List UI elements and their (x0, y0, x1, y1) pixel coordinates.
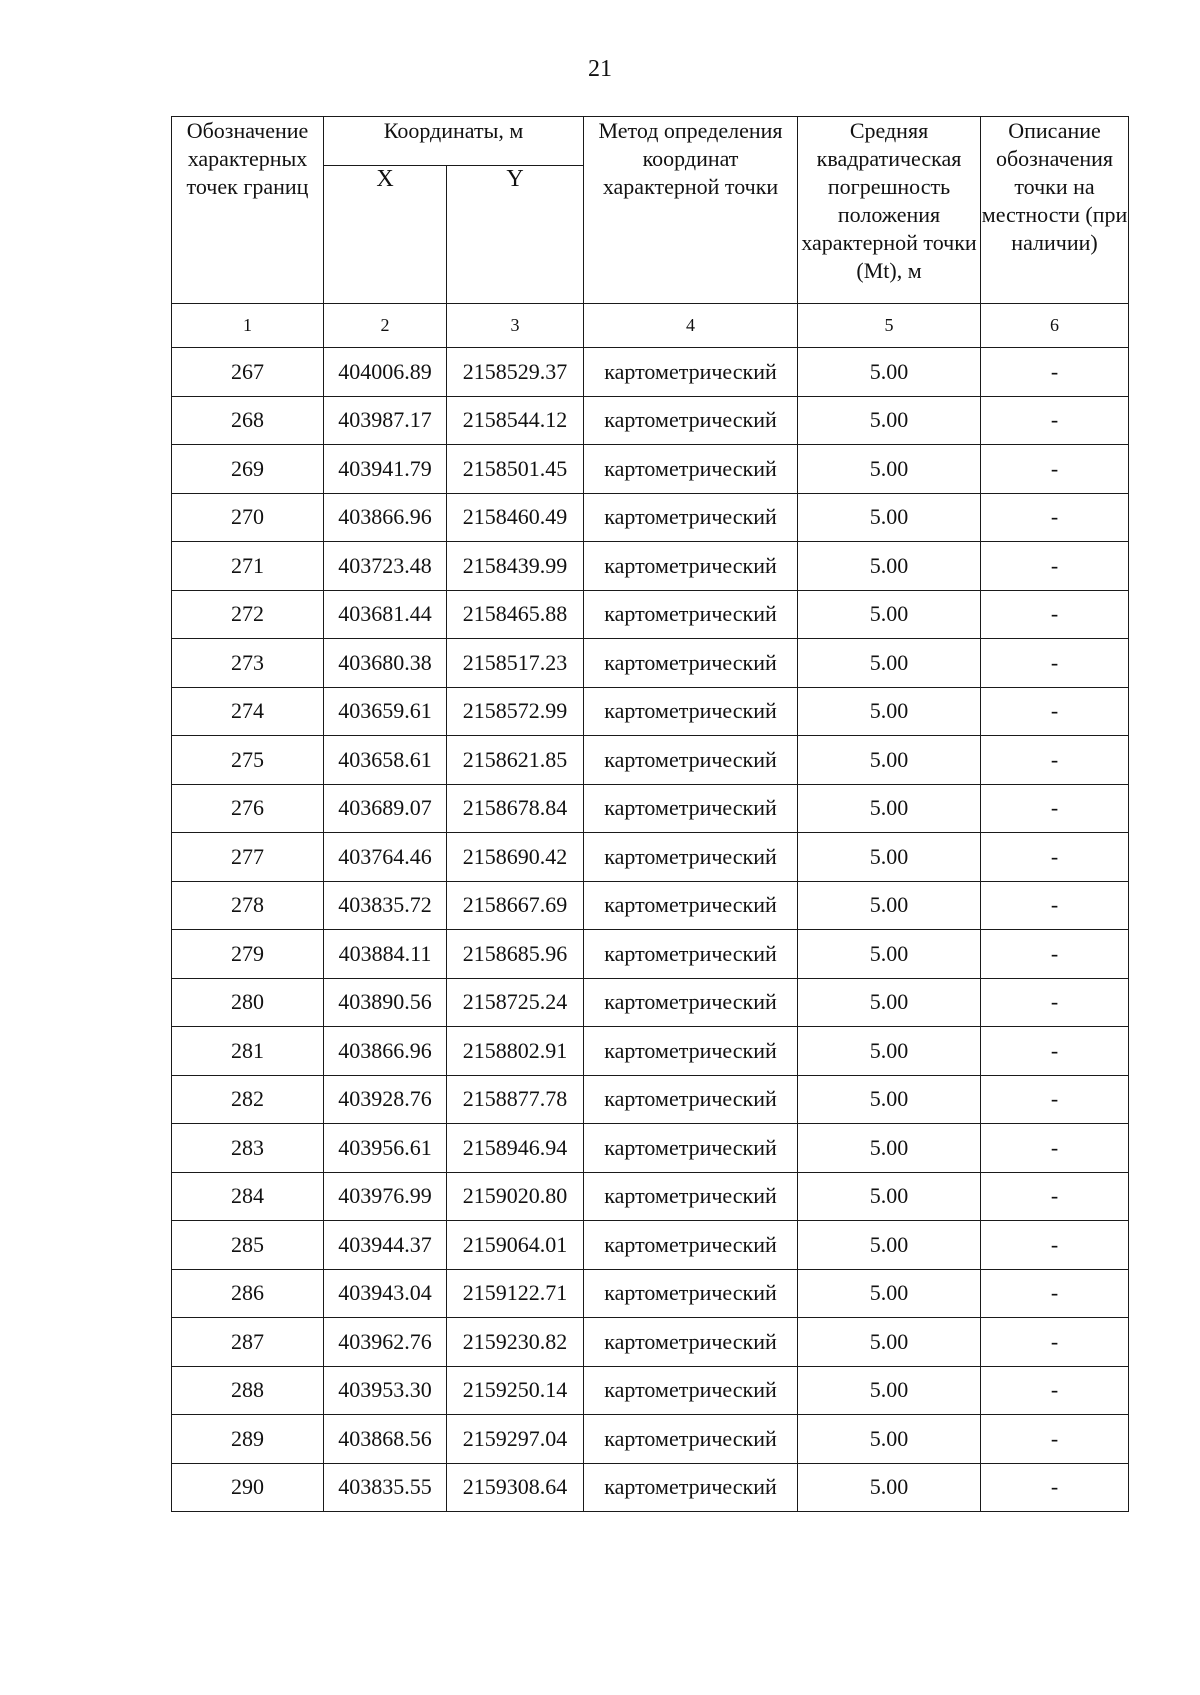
description-cell: - (981, 784, 1129, 833)
method-cell: картометрический (584, 493, 798, 542)
header-y: Y (447, 166, 584, 304)
x-coordinate-cell: 403941.79 (324, 445, 447, 494)
column-number: 3 (447, 304, 584, 348)
table-row (172, 396, 1129, 445)
error-cell: 5.00 (798, 396, 981, 445)
table-row (172, 590, 1129, 639)
description-cell: - (981, 1318, 1129, 1367)
x-coordinate-cell: 403976.99 (324, 1172, 447, 1221)
y-coordinate-cell: 2158725.24 (447, 978, 584, 1027)
table-row (172, 1318, 1129, 1367)
point-number-cell: 276 (172, 784, 324, 833)
x-coordinate-cell: 403943.04 (324, 1269, 447, 1318)
method-cell: картометрический (584, 1269, 798, 1318)
x-coordinate-cell: 403953.30 (324, 1366, 447, 1415)
table-row (172, 1221, 1129, 1270)
x-coordinate-cell: 403835.55 (324, 1463, 447, 1512)
error-cell: 5.00 (798, 881, 981, 930)
method-cell: картометрический (584, 590, 798, 639)
y-coordinate-cell: 2158621.85 (447, 736, 584, 785)
method-cell: картометрический (584, 1318, 798, 1367)
method-cell: картометрический (584, 881, 798, 930)
description-cell: - (981, 1027, 1129, 1076)
page-number: 21 (588, 56, 612, 82)
description-cell: - (981, 930, 1129, 979)
method-cell: картометрический (584, 396, 798, 445)
point-number-cell: 274 (172, 687, 324, 736)
description-cell: - (981, 736, 1129, 785)
x-coordinate-cell: 403835.72 (324, 881, 447, 930)
error-cell: 5.00 (798, 590, 981, 639)
method-cell: картометрический (584, 445, 798, 494)
method-cell: картометрический (584, 542, 798, 591)
point-number-cell: 272 (172, 590, 324, 639)
table-row (172, 1269, 1129, 1318)
column-number: 2 (324, 304, 447, 348)
method-cell: картометрический (584, 687, 798, 736)
column-number: 4 (584, 304, 798, 348)
description-cell: - (981, 396, 1129, 445)
y-coordinate-cell: 2159250.14 (447, 1366, 584, 1415)
point-number-cell: 270 (172, 493, 324, 542)
description-cell: - (981, 1124, 1129, 1173)
header-description: Описание обозначения точки на местности (при наличии) (981, 117, 1129, 304)
y-coordinate-cell: 2159297.04 (447, 1415, 584, 1464)
x-coordinate-cell: 403928.76 (324, 1075, 447, 1124)
table-row (172, 1463, 1129, 1512)
point-number-cell: 283 (172, 1124, 324, 1173)
table-row (172, 687, 1129, 736)
table-row (172, 833, 1129, 882)
x-coordinate-cell: 403723.48 (324, 542, 447, 591)
error-cell: 5.00 (798, 978, 981, 1027)
error-cell: 5.00 (798, 833, 981, 882)
method-cell: картометрический (584, 639, 798, 688)
x-coordinate-cell: 403764.46 (324, 833, 447, 882)
table-row (172, 542, 1129, 591)
error-cell: 5.00 (798, 639, 981, 688)
point-number-cell: 288 (172, 1366, 324, 1415)
header-coordinates: Координаты, м (324, 117, 584, 166)
error-cell: 5.00 (798, 1075, 981, 1124)
method-cell: картометрический (584, 1366, 798, 1415)
description-cell: - (981, 833, 1129, 882)
error-cell: 5.00 (798, 1415, 981, 1464)
description-cell: - (981, 687, 1129, 736)
table-row (172, 1415, 1129, 1464)
y-coordinate-cell: 2159020.80 (447, 1172, 584, 1221)
table-row (172, 445, 1129, 494)
y-coordinate-cell: 2158460.49 (447, 493, 584, 542)
method-cell: картометрический (584, 784, 798, 833)
x-coordinate-cell: 403944.37 (324, 1221, 447, 1270)
method-cell: картометрический (584, 1124, 798, 1173)
x-coordinate-cell: 403689.07 (324, 784, 447, 833)
point-number-cell: 273 (172, 639, 324, 688)
error-cell: 5.00 (798, 1366, 981, 1415)
table-row (172, 978, 1129, 1027)
x-coordinate-cell: 403956.61 (324, 1124, 447, 1173)
table-row (172, 1172, 1129, 1221)
method-cell: картометрический (584, 1027, 798, 1076)
point-number-cell: 267 (172, 348, 324, 397)
method-cell: картометрический (584, 978, 798, 1027)
x-coordinate-cell: 403681.44 (324, 590, 447, 639)
y-coordinate-cell: 2158667.69 (447, 881, 584, 930)
table-row (172, 1027, 1129, 1076)
point-number-cell: 277 (172, 833, 324, 882)
point-number-cell: 275 (172, 736, 324, 785)
column-number: 5 (798, 304, 981, 348)
description-cell: - (981, 1269, 1129, 1318)
table-row (172, 348, 1129, 397)
error-cell: 5.00 (798, 1124, 981, 1173)
point-number-cell: 285 (172, 1221, 324, 1270)
method-cell: картометрический (584, 1221, 798, 1270)
error-cell: 5.00 (798, 930, 981, 979)
coordinates-table (171, 116, 1129, 1512)
description-cell: - (981, 881, 1129, 930)
description-cell: - (981, 1075, 1129, 1124)
error-cell: 5.00 (798, 348, 981, 397)
table-row (172, 493, 1129, 542)
method-cell: картометрический (584, 348, 798, 397)
error-cell: 5.00 (798, 1269, 981, 1318)
y-coordinate-cell: 2158802.91 (447, 1027, 584, 1076)
description-cell: - (981, 1463, 1129, 1512)
y-coordinate-cell: 2158465.88 (447, 590, 584, 639)
description-cell: - (981, 348, 1129, 397)
header-x: X (324, 166, 447, 304)
method-cell: картометрический (584, 1463, 798, 1512)
error-cell: 5.00 (798, 1221, 981, 1270)
y-coordinate-cell: 2158517.23 (447, 639, 584, 688)
method-cell: картометрический (584, 930, 798, 979)
x-coordinate-cell: 403658.61 (324, 736, 447, 785)
column-number: 1 (172, 304, 324, 348)
point-number-cell: 281 (172, 1027, 324, 1076)
error-cell: 5.00 (798, 493, 981, 542)
method-cell: картометрический (584, 833, 798, 882)
table-row (172, 881, 1129, 930)
y-coordinate-cell: 2158877.78 (447, 1075, 584, 1124)
y-coordinate-cell: 2158544.12 (447, 396, 584, 445)
x-coordinate-cell: 403962.76 (324, 1318, 447, 1367)
table-row (172, 1124, 1129, 1173)
table-row (172, 639, 1129, 688)
description-cell: - (981, 590, 1129, 639)
point-number-cell: 279 (172, 930, 324, 979)
table-row (172, 1075, 1129, 1124)
point-number-cell: 287 (172, 1318, 324, 1367)
y-coordinate-cell: 2159230.82 (447, 1318, 584, 1367)
table-row (172, 784, 1129, 833)
column-numbers-row (172, 304, 1129, 348)
error-cell: 5.00 (798, 1463, 981, 1512)
point-number-cell: 289 (172, 1415, 324, 1464)
point-number-cell: 290 (172, 1463, 324, 1512)
method-cell: картометрический (584, 736, 798, 785)
header-error: Средняя квадратическая погрешность положения характерной точки (Mt), м (798, 117, 981, 304)
error-cell: 5.00 (798, 445, 981, 494)
error-cell: 5.00 (798, 736, 981, 785)
point-number-cell: 282 (172, 1075, 324, 1124)
error-cell: 5.00 (798, 1027, 981, 1076)
y-coordinate-cell: 2158501.45 (447, 445, 584, 494)
y-coordinate-cell: 2158439.99 (447, 542, 584, 591)
header-method: Метод определения координат характерной точки (584, 117, 798, 304)
x-coordinate-cell: 404006.89 (324, 348, 447, 397)
error-cell: 5.00 (798, 542, 981, 591)
description-cell: - (981, 1415, 1129, 1464)
description-cell: - (981, 1221, 1129, 1270)
y-coordinate-cell: 2158572.99 (447, 687, 584, 736)
error-cell: 5.00 (798, 784, 981, 833)
description-cell: - (981, 1172, 1129, 1221)
description-cell: - (981, 445, 1129, 494)
table-row (172, 930, 1129, 979)
x-coordinate-cell: 403680.38 (324, 639, 447, 688)
y-coordinate-cell: 2158529.37 (447, 348, 584, 397)
description-cell: - (981, 542, 1129, 591)
method-cell: картометрический (584, 1075, 798, 1124)
x-coordinate-cell: 403868.56 (324, 1415, 447, 1464)
table-row (172, 1366, 1129, 1415)
y-coordinate-cell: 2158690.42 (447, 833, 584, 882)
point-number-cell: 271 (172, 542, 324, 591)
method-cell: картометрический (584, 1415, 798, 1464)
point-number-cell: 286 (172, 1269, 324, 1318)
y-coordinate-cell: 2159064.01 (447, 1221, 584, 1270)
point-number-cell: 269 (172, 445, 324, 494)
table-header (172, 117, 1129, 348)
method-cell: картометрический (584, 1172, 798, 1221)
description-cell: - (981, 493, 1129, 542)
header-point: Обозначение характерных точек границ (172, 117, 324, 304)
y-coordinate-cell: 2159308.64 (447, 1463, 584, 1512)
y-coordinate-cell: 2158678.84 (447, 784, 584, 833)
x-coordinate-cell: 403659.61 (324, 687, 447, 736)
x-coordinate-cell: 403866.96 (324, 1027, 447, 1076)
error-cell: 5.00 (798, 1172, 981, 1221)
table-body (172, 348, 1129, 1512)
y-coordinate-cell: 2158685.96 (447, 930, 584, 979)
point-number-cell: 278 (172, 881, 324, 930)
y-coordinate-cell: 2158946.94 (447, 1124, 584, 1173)
table-row (172, 736, 1129, 785)
point-number-cell: 268 (172, 396, 324, 445)
x-coordinate-cell: 403884.11 (324, 930, 447, 979)
x-coordinate-cell: 403890.56 (324, 978, 447, 1027)
description-cell: - (981, 978, 1129, 1027)
error-cell: 5.00 (798, 687, 981, 736)
description-cell: - (981, 1366, 1129, 1415)
point-number-cell: 284 (172, 1172, 324, 1221)
description-cell: - (981, 639, 1129, 688)
x-coordinate-cell: 403987.17 (324, 396, 447, 445)
x-coordinate-cell: 403866.96 (324, 493, 447, 542)
y-coordinate-cell: 2159122.71 (447, 1269, 584, 1318)
error-cell: 5.00 (798, 1318, 981, 1367)
point-number-cell: 280 (172, 978, 324, 1027)
column-number: 6 (981, 304, 1129, 348)
